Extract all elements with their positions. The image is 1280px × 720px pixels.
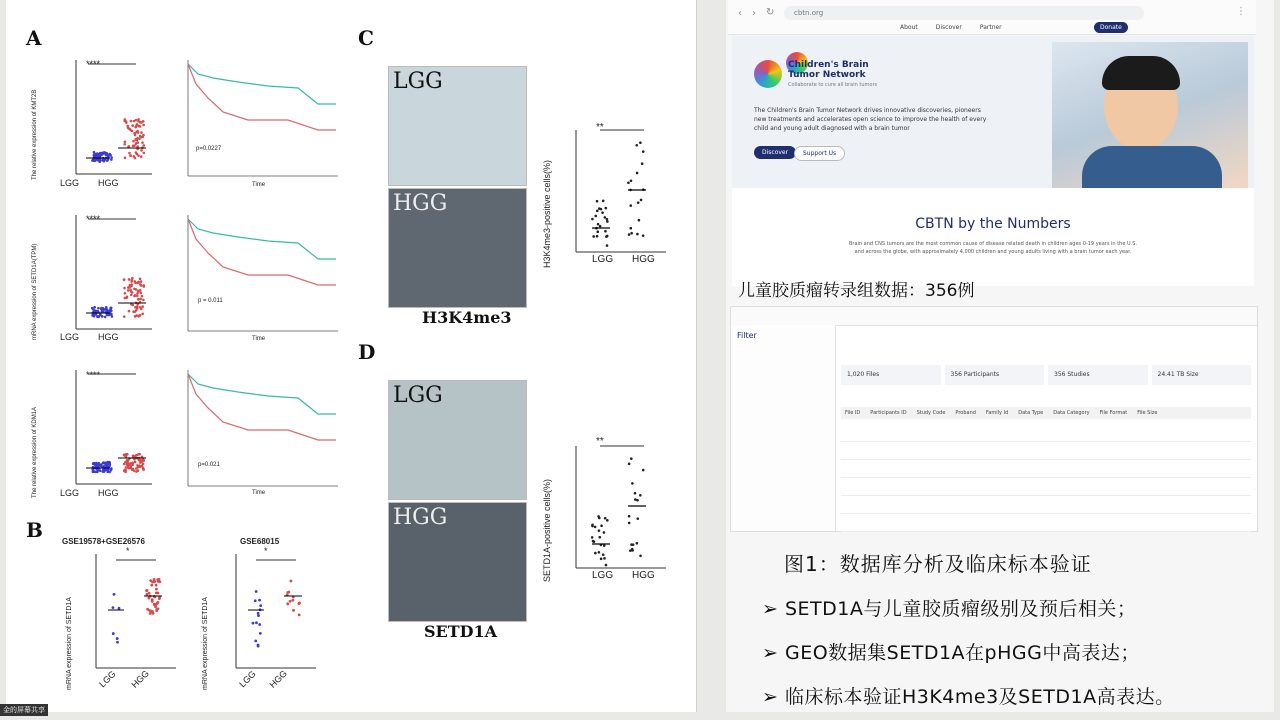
th-participant[interactable]: Participants ID — [870, 410, 907, 416]
filter-label: Filter — [737, 331, 757, 340]
child-shirt — [1082, 146, 1222, 188]
a3-sig: **** — [86, 370, 101, 380]
bullet-2 — [762, 638, 1140, 665]
brand-name: Children's Brain Tumor Network — [788, 60, 869, 80]
km3-xlabel: Time — [252, 490, 266, 496]
reload-icon[interactable]: ↻ — [766, 7, 775, 18]
a1-lgg: LGG — [60, 178, 80, 188]
c-hgg: HGG — [632, 254, 655, 265]
th-study[interactable]: Study Code — [916, 410, 946, 416]
th-format[interactable]: File Format — [1099, 410, 1128, 416]
a1-sig: **** — [86, 59, 101, 69]
km2-p: p = 0.011 — [198, 298, 223, 304]
table-row[interactable] — [841, 511, 1251, 532]
back-icon[interactable]: ‹ — [738, 8, 742, 19]
th-data-type[interactable]: Data Type — [1018, 410, 1044, 416]
panel-cd-plots — [536, 120, 696, 590]
km2-xlabel: Time — [252, 336, 266, 342]
a3-hgg: HGG — [98, 488, 119, 498]
ihc-d-lgg — [388, 380, 527, 500]
b2-title: GSE68015 — [240, 537, 280, 546]
ihc-d-lgg-tag: LGG — [393, 383, 443, 408]
chinese-data-title: 儿童胶质瘤转录组数据：356例 — [738, 281, 975, 301]
ihc-c-lgg — [388, 66, 527, 186]
cbtn-website — [732, 24, 1254, 286]
a1-hgg: HGG — [98, 178, 119, 188]
donate-button[interactable]: Donate — [1094, 22, 1128, 33]
c-ylabel: H3K4me3-positive cells(%) — [542, 159, 552, 268]
panel-label-b: B — [26, 518, 43, 542]
ihc-c-hgg-tag: HGG — [393, 191, 448, 216]
figure-panel — [6, 0, 697, 712]
d-sig: ** — [596, 436, 604, 447]
b2-hgg: HGG — [267, 668, 290, 690]
panel-a-graphics — [56, 50, 356, 500]
bullet-2-text: GEO数据集SETD1A在pHGG中高表达； — [784, 642, 1140, 664]
th-proband[interactable]: Proband — [955, 410, 976, 416]
bullet-icon: ➢ — [762, 642, 779, 664]
ihc-c-lgg-tag: LGG — [393, 69, 443, 94]
nav-discover[interactable]: Discover — [935, 24, 962, 31]
ihc-c-hgg — [388, 188, 527, 308]
b1-ylabel: mRNA expression of SETD1A — [66, 597, 73, 690]
hero-section — [732, 24, 1254, 188]
ihc-c-caption: H3K4me3 — [422, 308, 512, 327]
km1-xlabel: Time — [252, 182, 266, 188]
bullet-3-text: 临床标本验证H3K4me3及SETD1A高表达。 — [784, 686, 1175, 708]
th-data-cat[interactable]: Data Category — [1053, 410, 1090, 416]
support-button[interactable]: Support Us — [794, 146, 845, 161]
b1-title: GSE19578+GSE26576 — [62, 537, 145, 546]
panel-label-d: D — [358, 340, 376, 364]
address-url: cbtn.org — [794, 9, 824, 17]
th-size[interactable]: File Size — [1137, 410, 1158, 416]
screen-share-badge: 金的屏幕共享 — [0, 704, 48, 716]
menu-icon[interactable]: ⋮ — [1236, 6, 1246, 17]
b1-hgg: HGG — [129, 668, 152, 690]
d-lgg: LGG — [592, 570, 614, 581]
bullet-icon: ➢ — [762, 686, 779, 708]
stat-studies: 356 Studies — [1048, 365, 1148, 385]
km1-p: p=0.0227 — [196, 146, 222, 152]
numbers-text: Brain and CNS tumors are the most common cause of disease related death in children ages 0-19 years in the U.S. and across the globe, with approximately 4,000 children and young adults living with a brain tumor each year. — [848, 241, 1137, 255]
forward-icon[interactable]: › — [752, 8, 756, 19]
km3-p: p=0.021 — [198, 462, 220, 468]
b2-lgg: LGG — [237, 668, 258, 690]
d-hgg: HGG — [632, 570, 655, 581]
b1-sig: * — [126, 546, 130, 556]
a2-lgg: LGG — [60, 332, 80, 342]
panel-label-c: C — [358, 26, 374, 50]
bullet-1-text: SETD1A与儿童胶质瘤级别及预后相关； — [784, 598, 1137, 620]
nav-partner[interactable]: Partner — [979, 24, 1002, 31]
portal-nav — [731, 307, 1257, 326]
numbers-title: CBTN by the Numbers — [915, 216, 1071, 232]
a1-ylabel: The relative expression of KMT2B — [32, 89, 38, 180]
address-bar[interactable] — [784, 6, 1144, 20]
th-file-id[interactable]: File ID — [845, 410, 861, 416]
data-portal — [730, 306, 1258, 532]
th-family[interactable]: Family Id — [985, 410, 1009, 416]
child-hair — [1102, 56, 1180, 90]
hero-photo — [1052, 42, 1248, 188]
nav-about[interactable]: About — [900, 24, 918, 31]
b2-ylabel: mRNA expression of SETD1A — [202, 597, 209, 690]
top-nav — [900, 24, 1002, 31]
discover-button[interactable]: Discover — [754, 146, 796, 159]
bullet-1 — [762, 594, 1136, 621]
table-header — [841, 407, 1251, 419]
bullet-icon: ➢ — [762, 598, 779, 620]
b1-lgg: LGG — [97, 668, 118, 690]
a3-ylabel: The relative expression of KDM1A — [32, 406, 38, 498]
c-lgg: LGG — [592, 254, 614, 265]
portal-sidebar — [731, 325, 836, 531]
c-sig: ** — [596, 122, 604, 133]
b2-sig: * — [264, 546, 268, 556]
d-ylabel: SETD1A-positive cells(%) — [542, 478, 552, 582]
ihc-d-hgg — [388, 502, 527, 622]
portal-stats — [841, 365, 1251, 385]
brand-tagline: Collaborate to cure all brain tumors — [788, 82, 878, 88]
hero-text: The Children's Brain Tumor Network drives innovative discoveries, pioneers new treatments and accelerates open science to improve the health of every child and young adult diagnosed with a brain tumor — [754, 107, 987, 132]
a2-sig: **** — [86, 214, 101, 224]
bullet-3 — [762, 682, 1175, 709]
panel-label-a: A — [26, 26, 42, 50]
ihc-d-hgg-tag: HGG — [393, 505, 448, 530]
stat-size: 24.41 TB Size — [1152, 365, 1252, 385]
figure-caption: 图1：数据库分析及临床标本验证 — [784, 552, 1092, 576]
a2-ylabel: mRNA expression of SETD1A(TPM) — [32, 243, 38, 340]
brand-logo-icon — [754, 60, 782, 88]
a3-lgg: LGG — [60, 488, 80, 498]
stat-participants: 356 Participants — [945, 365, 1045, 385]
a2-hgg: HGG — [98, 332, 119, 342]
stat-files: 1,020 Files — [841, 365, 941, 385]
ihc-d-caption: SETD1A — [424, 622, 498, 641]
